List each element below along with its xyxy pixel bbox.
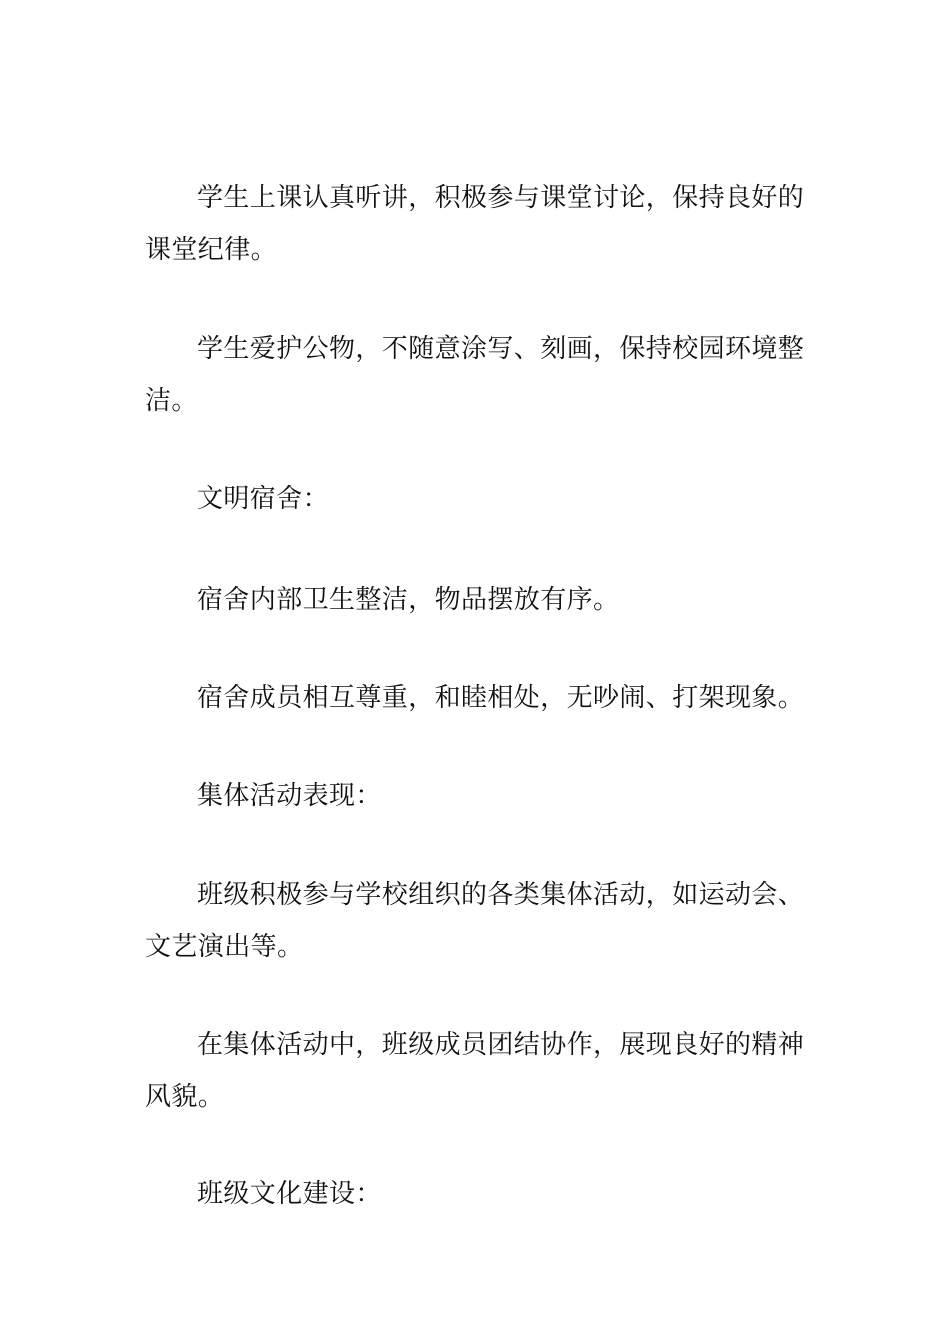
heading-class-culture: 班级文化建设： — [197, 1179, 382, 1209]
paragraph-dorm-harmony: 宿舍成员相互尊重，和睦相处，无吵闹、打架现象。 — [197, 683, 805, 713]
heading-civilized-dormitory: 文明宿舍： — [197, 484, 330, 514]
paragraph-class-discipline: 学生上课认真听讲，积极参与课堂讨论，保持良好的课堂纪律。 — [145, 183, 805, 265]
paragraph-dorm-hygiene: 宿舍内部卫生整洁，物品摆放有序。 — [197, 585, 620, 615]
paragraph-public-property: 学生爱护公物，不随意涂写、刻画，保持校园环境整洁。 — [145, 334, 805, 416]
heading-collective-activities: 集体活动表现： — [197, 781, 382, 811]
paragraph-activity-participation: 班级积极参与学校组织的各类集体活动，如运动会、文艺演出等。 — [145, 880, 805, 962]
paragraph-teamwork: 在集体活动中，班级成员团结协作，展现良好的精神风貌。 — [145, 1030, 805, 1112]
